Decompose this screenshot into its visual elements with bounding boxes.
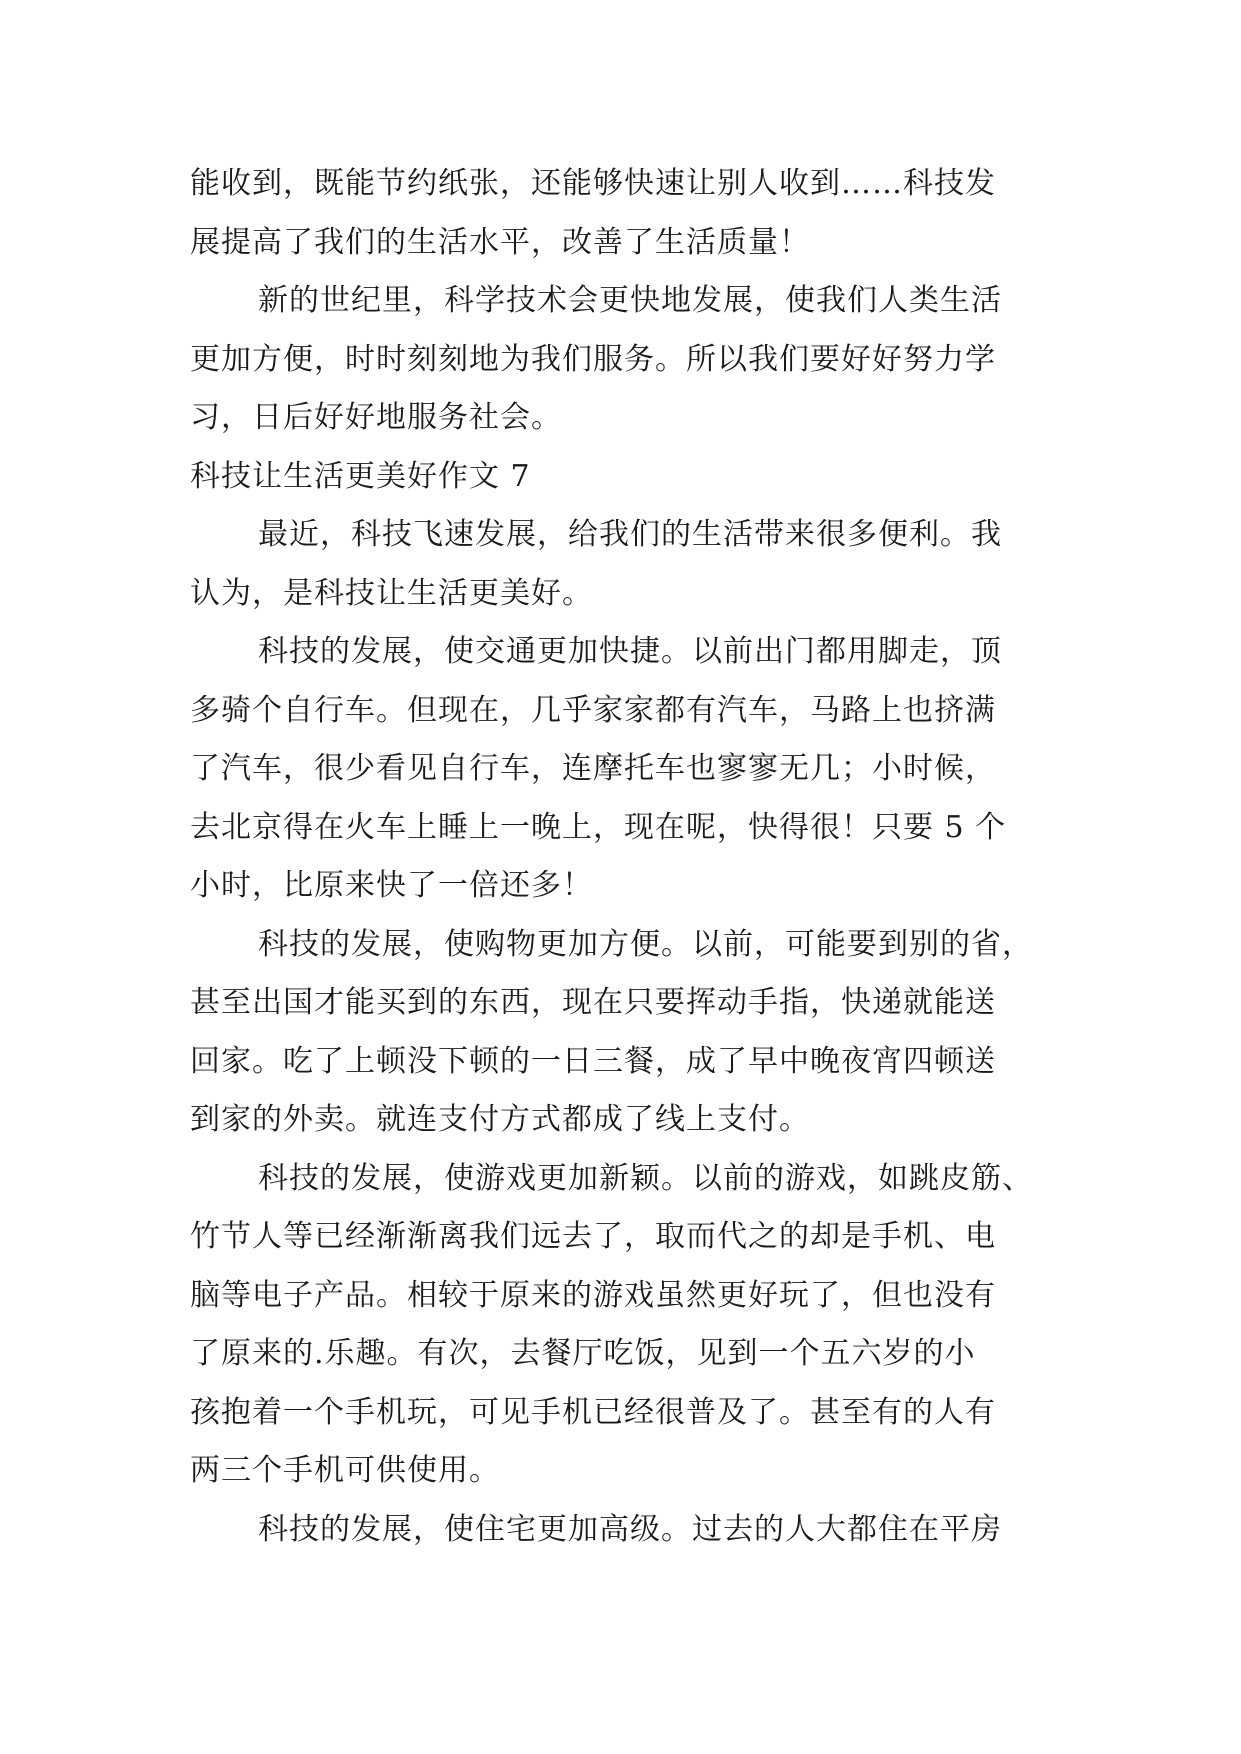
text-line: 科技的发展，使游戏更加新颖。以前的游戏，如跳皮筋、 [258,1160,1033,1196]
document-body [190,155,1062,1559]
text-line: 竹节人等已经渐渐离我们远去了，取而代之的却是手机、电 [190,1219,996,1254]
text-line: 去北京得在火车上睡上一晚上，现在呢，快得很！只要 5 个 [190,809,1007,845]
text-line: 认为，是科技让生活更美好。 [190,575,593,611]
text-line: 回家。吃了上顿没下顿的一日三餐，成了早中晚夜宵四顿送 [190,1043,996,1079]
text-line: 脑等电子产品。相较于原来的游戏虽然更好玩了，但也没有 [190,1277,996,1313]
text-line: 展提高了我们的生活水平，改善了生活质量！ [190,224,810,260]
text-line: 到家的外卖。就连支付方式都成了线上支付。 [190,1102,810,1137]
text-line: 两三个手机可供使用。 [190,1453,500,1488]
text-line: 多骑个自行车。但现在，几乎家家都有汽车，马路上也挤满 [190,692,996,728]
text-line: 习，日后好好地服务社会。 [190,400,562,435]
text-line: 了原来的.乐趣。有次，去餐厅吃饭，见到一个五六岁的小 [190,1336,976,1371]
text-line: 孩抱着一个手机玩，可见手机已经很普及了。甚至有的人有 [190,1394,996,1430]
text-line: 小时，比原来快了一倍还多！ [190,868,593,903]
text-line: 科技的发展，使住宅更加高级。过去的人大都住在平房 [258,1511,1002,1547]
text-line: 新的世纪里，科学技术会更快地发展，使我们人类生活 [258,283,1002,318]
text-line: 科技的发展，使购物更加方便。以前，可能要到别的省， [258,926,1033,962]
text-line: 科技的发展，使交通更加快捷。以前出门都用脚走，顶 [258,634,1002,669]
text-line: 更加方便，时时刻刻地为我们服务。所以我们要好好努力学 [190,341,996,377]
text-line: 能收到，既能节约纸张，还能够快速让别人收到……科技发 [190,166,996,201]
section-heading: 科技让生活更美好作文 7 [190,458,531,494]
text-line: 了汽车，很少看见自行车，连摩托车也寥寥无几；小时候， [190,751,996,786]
text-line: 甚至出国才能买到的东西，现在只要挥动手指，快递就能送 [190,985,996,1020]
text-line: 最近，科技飞速发展，给我们的生活带来很多便利。我 [258,517,1002,552]
